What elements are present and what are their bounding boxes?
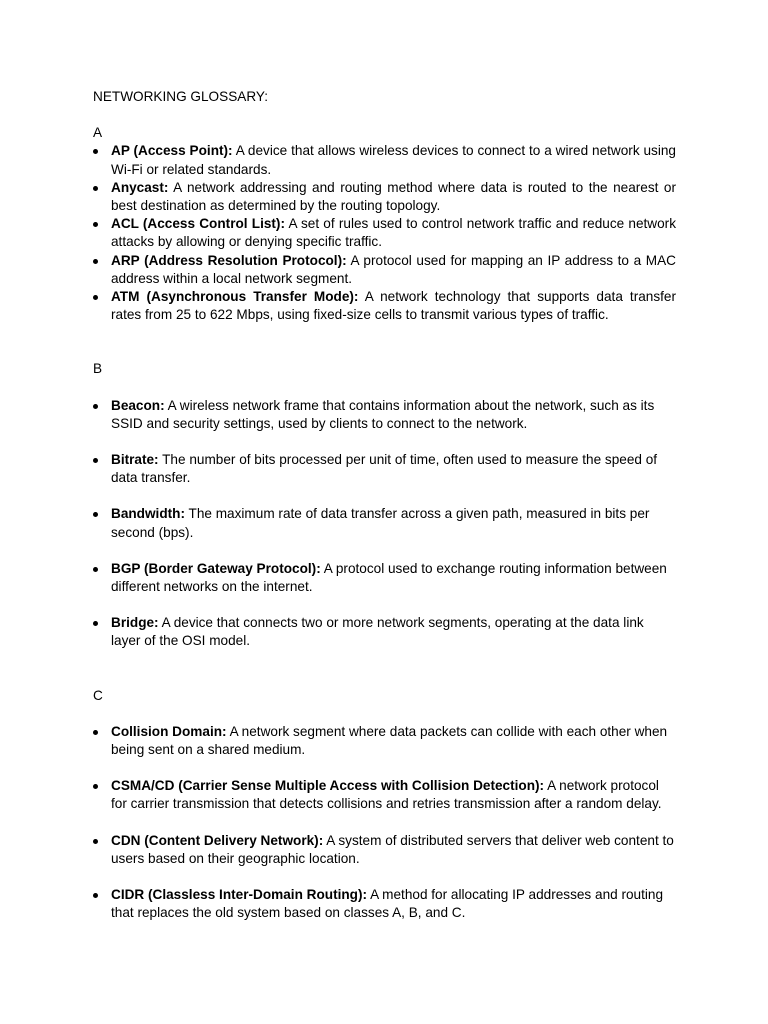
entry-definition: A network technology that supports data transfer rates from 25 to 622 Mbps, using fixed-size cells to transmit various types of traffic.	[111, 289, 676, 323]
glossary-entry	[93, 142, 676, 178]
entry-term: Beacon:	[111, 397, 165, 413]
term-list	[93, 142, 676, 324]
bullet-icon	[93, 149, 98, 154]
bullet-icon	[93, 222, 98, 227]
entry-term: Anycast:	[111, 179, 169, 195]
entry-term: Collision Domain:	[111, 723, 227, 739]
glossary-entry	[93, 832, 676, 868]
section-letter: B	[93, 361, 103, 377]
glossary-entry	[93, 451, 676, 487]
entry-definition: A system of distributed servers that deliver web content to users based on their geographic location.	[111, 832, 674, 866]
bullet-icon	[93, 186, 98, 191]
bullet-icon	[93, 893, 98, 898]
glossary-entry	[93, 886, 676, 922]
section-letter: C	[93, 687, 103, 703]
bullet-icon	[93, 458, 98, 463]
entry-definition: A network protocol for carrier transmission that detects collisions and retries transmission after a random delay.	[111, 778, 662, 812]
bullet-icon	[93, 259, 98, 264]
entry-term: ATM (Asynchronous Transfer Mode):	[111, 289, 359, 305]
entry-definition: The maximum rate of data transfer across a given path, measured in bits per second (bps).	[111, 506, 650, 540]
entry-term: CDN (Content Delivery Network):	[111, 832, 324, 848]
entry-term: Bridge:	[111, 615, 159, 631]
glossary-entry	[93, 252, 676, 288]
glossary-entry	[93, 723, 676, 759]
bullet-icon	[93, 404, 98, 409]
bullet-icon	[93, 839, 98, 844]
section-c	[93, 687, 676, 923]
entry-definition: A wireless network frame that contains information about the network, such as its SSID and security settings, used by clients to connect to the network.	[111, 397, 655, 431]
term-list	[93, 397, 676, 651]
bullet-icon	[93, 567, 98, 572]
entry-term: ARP (Address Resolution Protocol):	[111, 252, 347, 268]
entry-term: Bitrate:	[111, 452, 159, 468]
section-b	[93, 360, 676, 650]
entry-definition: The number of bits processed per unit of time, often used to measure the speed of data transfer.	[111, 452, 658, 486]
entry-definition: A network addressing and routing method where data is routed to the nearest or best destination as determined by the routing topology.	[111, 179, 676, 214]
glossary-entry	[93, 288, 676, 324]
glossary-entry	[93, 777, 676, 813]
document-title: NETWORKING GLOSSARY:	[93, 89, 268, 104]
section-a	[93, 124, 676, 324]
entry-definition: A protocol used to exchange routing information between different networks on the internet.	[111, 560, 667, 595]
entry-term: CSMA/CD (Carrier Sense Multiple Access with Collision Detection):	[111, 778, 545, 794]
glossary-entry	[93, 614, 676, 650]
glossary-entry	[93, 397, 676, 433]
bullet-icon	[93, 512, 98, 517]
glossary-entry	[93, 560, 676, 596]
bullet-icon	[93, 784, 98, 789]
entry-definition: A set of rules used to control network traffic and reduce network attacks by allowing or denying specific traffic.	[111, 216, 676, 250]
entry-definition: A device that allows wireless devices to connect to a wired network using Wi-Fi or related standards.	[111, 143, 676, 177]
bullet-icon	[93, 621, 98, 626]
glossary-entry	[93, 505, 676, 541]
glossary-document	[93, 88, 676, 923]
entry-definition: A device that connects two or more network segments, operating at the data link layer of the OSI model.	[111, 615, 644, 649]
entry-definition: A network segment where data packets can collide with each other when being sent on a shared medium.	[111, 723, 668, 758]
entry-term: Bandwidth:	[111, 506, 185, 522]
term-list	[93, 723, 676, 923]
bullet-icon	[93, 295, 98, 300]
glossary-entry	[93, 215, 676, 251]
entry-definition: A protocol used for mapping an IP address to a MAC address within a local network segment.	[111, 252, 676, 286]
bullet-icon	[93, 730, 98, 735]
entry-term: AP (Access Point):	[111, 143, 233, 159]
glossary-entry	[93, 179, 676, 215]
section-letter: A	[93, 125, 103, 141]
entry-term: CIDR (Classless Inter-Domain Routing):	[111, 887, 368, 903]
entry-term: ACL (Access Control List):	[111, 216, 285, 232]
entry-definition: A method for allocating IP addresses and routing that replaces the old system based on classes A, B, and C.	[111, 887, 664, 921]
entry-term: BGP (Border Gateway Protocol):	[111, 560, 321, 576]
